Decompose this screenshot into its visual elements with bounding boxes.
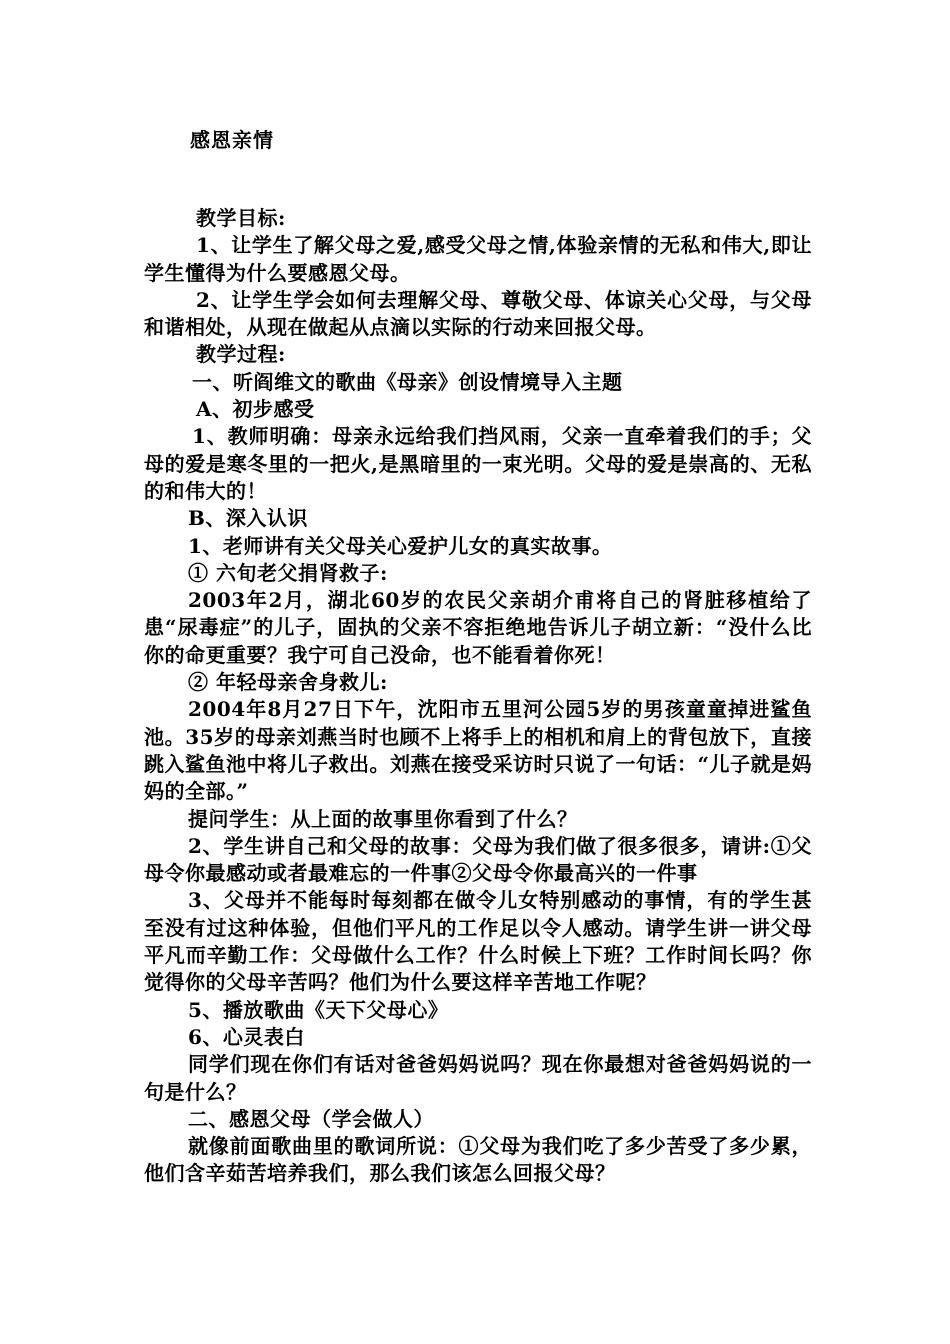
paragraph-teacher-statement: 1、教师明确：母亲永远给我们挡风雨，父亲一直牵着我们的手；父母的爱是寒冬里的一把火,是黑暗里的一束光明。父母的爱是崇高的、无私的和伟大的！ <box>144 424 812 503</box>
paragraph-story-1-heading: ① 六旬老父捐肾救子: <box>188 560 388 585</box>
paragraph-teaching-goals-heading: 教学目标: <box>196 206 286 230</box>
paragraph-goal-2: 2、让学生学会如何去理解父母、尊敬父母、体谅关心父母，与父母和谐相处，从现在做起从点滴以实际的行动来回报父母。 <box>144 287 812 340</box>
paragraph-student-stories: 2、学生讲自己和父母的故事：父母为我们做了很多很多，请讲:①父母令你最感动或者最难忘的一件事②父母令你最高兴的一件事 <box>144 833 812 886</box>
paragraph-song-lyrics: 就像前面歌曲里的歌词所说：①父母为我们吃了多少苦受了多少累，他们含辛茹苦培养我们，那么我们该怎么回报父母？ <box>144 1134 812 1186</box>
paragraph-teaching-process-heading: 教学过程: <box>196 342 286 367</box>
paragraph-question: 提问学生：从上面的故事里你看到了什么？ <box>188 806 578 831</box>
paragraph-teacher-story: 1、老师讲有关父母关心爱护儿女的真实故事。 <box>188 533 613 558</box>
document-body <box>144 205 812 1188</box>
paragraph-story-1: 2003年2月，湖北60岁的农民父亲胡介甫将自己的肾脏移植给了患“尿毒症”的儿子，固执的父亲不容拒绝地告诉儿子胡立新：“没什么比你的命更重要？我宁可自己没命，也不能看着你死！ <box>144 588 812 667</box>
paragraph-section-two-heading: 二、感恩父母（学会做人） <box>188 1106 434 1131</box>
paragraph-parents-work: 3、父母并不能每时每刻都在做令儿女特别感动的事情，有的学生甚至没有过这种体验，但他们平凡的工作足以令人感动。请学生讲一讲父母平凡而辛勤工作：父母做什么工作？什么时候上下班？工作时间长吗？你觉得你的父母辛苦吗？他们为什么要这样辛苦地工作呢？ <box>144 888 812 995</box>
paragraph-story-2: 2004年8月27日下午，沈阳市五里河公园5岁的男孩童童掉进鲨鱼池。35岁的母亲刘燕当时也顾不上将手上的相机和肩上的背包放下，直接跳入鲨鱼池中将儿子救出。刘燕在接受采访时只说了一句话：“儿子就是妈妈的全部。” <box>144 697 813 804</box>
paragraph-section-one-heading: 一、听阎维文的歌曲《母亲》创设情境导入主题 <box>192 369 623 394</box>
paragraph-goal-1: 1、让学生了解父母之爱,感受父母之情,体验亲情的无私和伟大,即让学生懂得为什么要感恩父母。 <box>144 233 812 285</box>
paragraph-story-2-heading: ② 年轻母亲舍身救儿: <box>188 670 388 695</box>
paragraph-subsection-a: A、初步感受 <box>196 397 315 422</box>
paragraph-play-song: 5、播放歌曲《天下父母心》 <box>188 997 449 1022</box>
paragraph-subsection-b: B、深入认识 <box>188 506 308 531</box>
document-title: 感恩亲情 <box>190 128 274 152</box>
paragraph-heart-confession: 6、心灵表白 <box>188 1024 305 1049</box>
paragraph-words-to-parents: 同学们现在你们有话对爸爸妈妈说吗？现在你最想对爸爸妈妈说的一句是什么？ <box>144 1052 812 1104</box>
